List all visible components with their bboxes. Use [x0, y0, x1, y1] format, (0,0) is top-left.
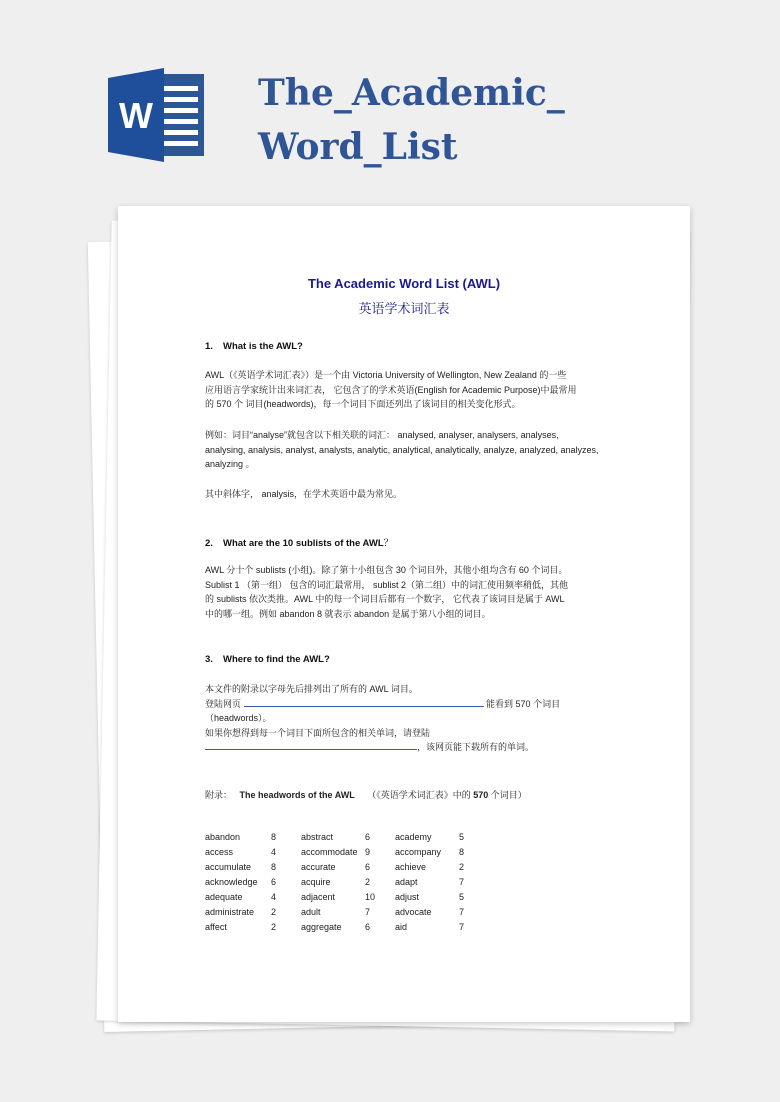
sublist-number: 7 — [459, 877, 465, 887]
sublist-number: 5 — [459, 892, 465, 902]
text-line: 本文件的附录以字母先后排列出了所有的 AWL 词目。 — [205, 684, 418, 694]
sublist-number: 5 — [459, 832, 465, 842]
section-number: 1. — [205, 341, 213, 352]
document-page — [118, 206, 690, 1022]
text-line: AWL 分十个 sublists (小组)。除了第十小组包含 30 个词目外，其他小组均含有 60 个词目。 — [205, 565, 568, 575]
headword: accompany — [395, 847, 442, 857]
headword: accommodate — [301, 847, 358, 857]
sublist-number: 4 — [271, 847, 277, 857]
headword: adequate — [205, 892, 243, 902]
section-1-paragraph-2 — [205, 428, 605, 472]
text-line: analysing, analysis, analyst, analysts, analytic, analytical, analytically, analyze, analyzed, analyzes, — [205, 444, 599, 455]
section-heading-suffix: ？ — [383, 538, 394, 549]
text-line — [205, 697, 605, 712]
text-line: 的 sublists 依次类推。AWL 中的每一个词目后都有一个数字， 它代表了该词目是属于 AWL — [205, 594, 565, 604]
headword: adjust — [395, 892, 420, 902]
sublist-number: 6 — [365, 922, 371, 932]
section-heading-text: What are the 10 sublists of the AWL — [223, 538, 384, 549]
sublist-number: 8 — [271, 832, 277, 842]
sublist-number: 6 — [365, 832, 371, 842]
page-title — [258, 66, 578, 174]
text-line: 如果你想得到每一个词目下面所包含的相关单词，请登陆 — [205, 727, 431, 738]
headword: academy — [395, 832, 432, 842]
headword: abandon — [205, 832, 241, 842]
headword: affect — [205, 922, 227, 932]
headword: adjacent — [301, 892, 336, 902]
svg-text:W: W — [119, 95, 153, 136]
sublist-number: 6 — [271, 877, 277, 887]
text-line: Sublist 1 （第一组） 包含的词汇最常用， sublist 2（第二组）中的词汇使用频率稍低，其他 — [205, 579, 569, 590]
sublist-number: 6 — [365, 862, 371, 872]
text-fragment: 能看到 570 个词目 — [486, 698, 561, 709]
text-line: AWL（《英语学术词汇表》）是一个由 Victoria University of Wellington, New Zealand 的一些 — [205, 370, 567, 380]
sublist-number: 2 — [271, 922, 277, 932]
sublist-number: 8 — [271, 862, 277, 872]
section-3-heading — [205, 654, 330, 665]
section-1-paragraph-3 — [205, 487, 605, 502]
text-line — [205, 740, 605, 755]
section-1-heading — [205, 341, 303, 352]
sublist-number: 2 — [459, 862, 465, 872]
text-line: （headwords）。 — [205, 713, 272, 723]
headword: acquire — [301, 877, 331, 887]
sublist-number: 10 — [365, 892, 376, 902]
text-line: 应用语言学家统计出来词汇表， 它包含了的学术英语(English for Academic Purpose)中最常用 — [205, 384, 577, 395]
text-fragment: ，该网页能下载所有的单词。 — [417, 742, 535, 752]
text-line: 中的哪一组。例如 abandon 8 就表示 abandon 是属于第八小组的词目。 — [205, 608, 491, 619]
word-document-icon — [108, 68, 208, 162]
sublist-number: 2 — [365, 877, 371, 887]
text-line: 的 570 个 词目(headwords)，每一个词目下面还列出了该词目的相关变化形式。 — [205, 399, 521, 409]
appendix-label: 附录： — [205, 790, 233, 800]
headword: access — [205, 847, 234, 857]
url-blank[interactable] — [205, 740, 417, 750]
section-2-paragraph — [205, 563, 605, 621]
text-fragment: 登陆网页 — [205, 698, 242, 709]
sublist-number: 4 — [271, 892, 277, 902]
headword: abstract — [301, 832, 334, 842]
sublist-number: 7 — [459, 907, 465, 917]
sublist-number: 7 — [459, 922, 465, 932]
header — [0, 0, 780, 200]
headword: accurate — [301, 862, 336, 872]
appendix-count: 570 — [473, 790, 489, 800]
section-2-heading — [205, 535, 393, 549]
section-number: 3. — [205, 654, 213, 665]
headword: adult — [301, 907, 321, 917]
appendix-heading — [205, 788, 527, 801]
text-line: 其中斜体字， analysis，在学术英语中最为常见。 — [205, 489, 403, 499]
appendix-note-suffix: 个词目） — [490, 790, 527, 800]
document-title: The Academic Word List (AWL) — [307, 276, 501, 291]
document-subtitle: 英语学术词汇表 — [358, 302, 450, 317]
text-line: analyzing 。 — [205, 459, 255, 469]
headword: aid — [395, 922, 408, 932]
headword: achieve — [395, 862, 427, 872]
section-heading-text: Where to find the AWL? — [223, 654, 330, 665]
headword: acknowledge — [205, 877, 258, 887]
section-3-paragraph — [205, 682, 605, 755]
headword: administrate — [205, 907, 255, 917]
headword: aggregate — [301, 922, 342, 932]
appendix-title: The headwords of the AWL — [239, 790, 355, 800]
sublist-number: 2 — [271, 907, 277, 917]
sublist-number: 8 — [459, 847, 465, 857]
headword: accumulate — [205, 862, 252, 872]
sublist-number: 9 — [365, 847, 371, 857]
title-line-1: The_Academic_ — [258, 72, 565, 114]
sublist-number: 7 — [365, 907, 371, 917]
section-heading-text: What is the AWL? — [223, 341, 303, 352]
url-blank[interactable] — [244, 697, 484, 707]
title-line-2: Word_List — [258, 126, 458, 168]
headword: adapt — [395, 877, 418, 887]
section-1-paragraph-1 — [205, 368, 605, 412]
section-number: 2. — [205, 538, 213, 549]
appendix-note-prefix: （《英语学术词汇表》中的 — [367, 790, 471, 800]
headword: advocate — [395, 907, 432, 917]
text-line: 例如：词目“analyse”就包含以下相关联的词汇： analysed, analyser, analysers, analyses, — [205, 430, 559, 440]
